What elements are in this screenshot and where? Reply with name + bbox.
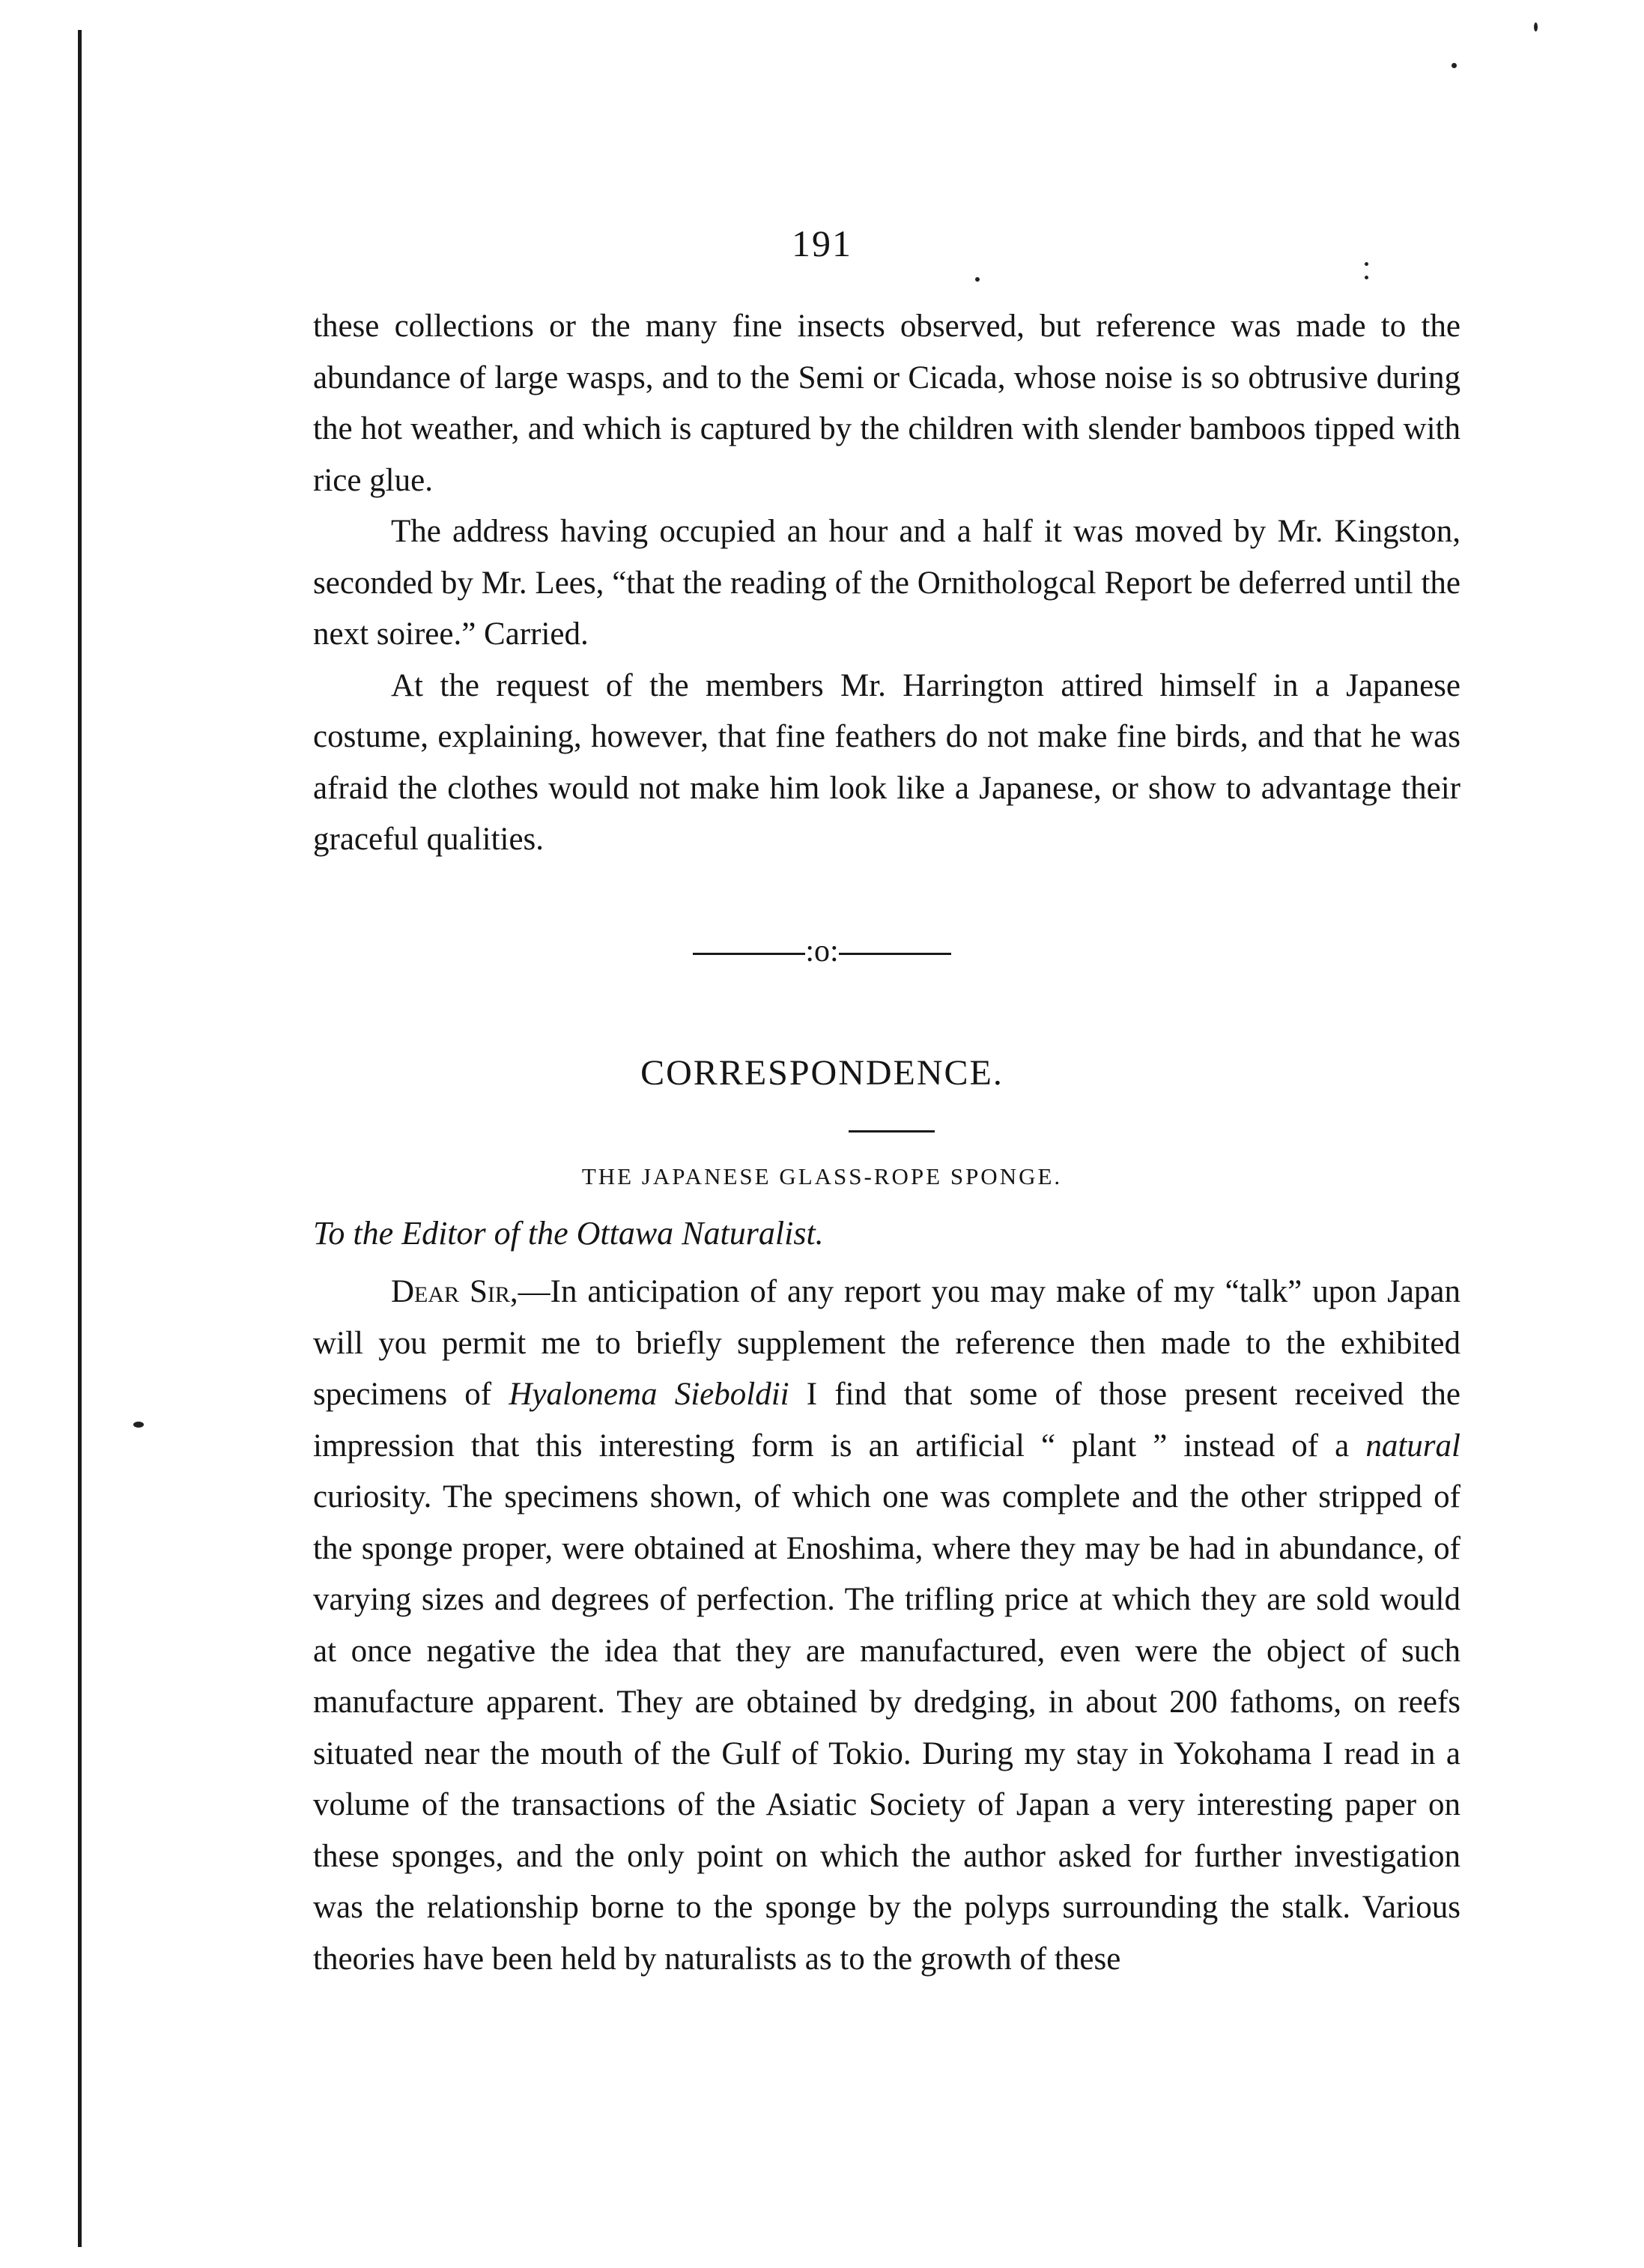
divider-ornament: :o: (805, 934, 839, 968)
section-title: CORRESPONDENCE. (640, 1053, 1004, 1093)
species-name: Hyalonema Sieboldii (509, 1377, 789, 1412)
scan-speck (1365, 276, 1368, 279)
letter-text: curiosity. The specimens shown, of which one was complete and the other stripped of the sponge proper, were obtained at Enoshima, where they may be had in abundance, of varying sizes and degrees of perfection. The trifling price at which they are sold would at once negative the idea that they are manufactured, even were the object of such manufacture apparent. They are obtained by dredging, in about 200 fathoms, on reefs situated near the mouth of the Gulf of Tokio. During my stay in Yokohama I read in a volume of the transactions of the Asiatic Society of Japan a very interesting paper on these sponges, and the only point on which the author asked for further investigation was the relationship borne to the sponge by the polyps surrounding the stalk. Various theories have been held by naturalists as to the growth of these (313, 1479, 1461, 1977)
section-divider (0, 929, 1644, 974)
letter-paragraph (313, 1267, 1461, 1985)
paragraph: these collections or the many fine insects observed, but reference was made to the abundance of large wasps, and to the Semi or Cicada, whose noise is so obtrusive during the hot weather, and which is captured by the children with slender bamboos tipped with rice glue. (313, 309, 1461, 498)
emphasis-natural: natural (1365, 1428, 1461, 1464)
divider-rule (693, 953, 805, 955)
scan-speck (1534, 22, 1538, 31)
letter-salutation: To the Editor of the Ottawa Naturalist. (313, 1215, 824, 1252)
letter-opening: Dear Sir, (391, 1274, 518, 1309)
body-text-top (313, 301, 1461, 866)
page-binding-edge (78, 30, 82, 2247)
scan-speck (1452, 63, 1457, 68)
title-rule (849, 1130, 935, 1133)
scan-speck (133, 1422, 144, 1428)
paragraph: At the request of the members Mr. Harrington attired himself in a Japanese costume, explaining, however, that fine feathers do not make fine birds, and that he was afraid the clothes would not make him look like a Japanese, or show to advantage their graceful qualities. (313, 667, 1461, 857)
letter-text: I find that some of those present received the impression that this interesting form is an artificial “ plant ” instead of a (313, 1377, 1461, 1464)
paragraph: The address having occupied an hour and a half it was moved by Mr. Kingston, seconded by Mr. Lees, “that the reading of the Ornithologcal Report be deferred until the next soiree.” Carried. (313, 514, 1461, 652)
letter-text: —In anticipation of any report you may make of my “talk” upon Japan will you permit me to briefly supplement the reference then made to the exhibited specimens of (313, 1274, 1461, 1412)
letter-body (313, 1267, 1461, 1985)
divider-rule (839, 953, 951, 955)
scan-speck (975, 277, 980, 282)
page-number: 191 (792, 222, 852, 264)
article-title: THE JAPANESE GLASS-ROPE SPONGE. (581, 1163, 1063, 1189)
